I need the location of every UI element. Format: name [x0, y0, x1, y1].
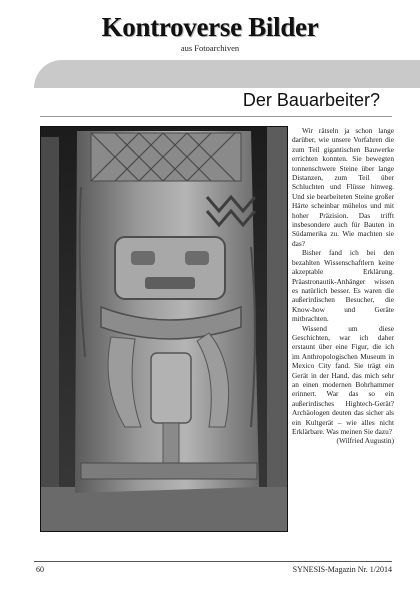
page-header — [0, 8, 420, 62]
article-title: Der Bauarbeiter? — [242, 90, 380, 110]
section-subtitle: aus Fotoarchiven — [180, 43, 240, 53]
article-paragraph: Bisher fand ich bei den bezahlten Wissenschaftlern keine akzeptable Erklärung. Präastronautik-Anhänger wissen es natürlich besser. Es waren die außerirdischen Besucher, die Know-how und Geräte mitbrachten. — [292, 248, 394, 324]
header-band — [34, 60, 420, 88]
footer-divider — [34, 561, 392, 562]
title-divider — [40, 116, 392, 117]
page-number: 60 — [36, 565, 44, 574]
article-paragraph: Wir rätseln ja schon lange darüber, wie unsere Vorfahren die zum Teil gigantischen Bauwerke errichten konnten. Sie bewegten tonnenschwere Steine über lange Distanzen, zum Teil über Schluchten und Flüsse hinweg. Und sie bearbeiteten Steine großer Härte scheinbar mühelos und mit hoher Präzision. Das trifft insbesondere auch für Bauten in Südamerika zu. Wie machten sie das? — [292, 126, 394, 248]
magazine-issue: SYNESIS-Magazin Nr. 1/2014 — [292, 565, 392, 574]
article-text — [292, 126, 394, 446]
section-title: Kontroverse Bilder — [101, 12, 319, 42]
article-paragraph: Wissend um diese Geschichten, war ich daher erstaunt über eine Figur, die ich im Anthropologischen Museum in Mexico City fand. Sie trägt ein Gerät in der Hand, das mich sehr an einen modernen Bohrhammer erinnert. War das so ein außerirdisches Hightech-Gerät? Archäologen deuten das sicher als ein Kultgerät – wie alles nicht Erklärbare. Was meinen Sie dazu? — [292, 323, 394, 436]
stone-statue-photo — [40, 126, 288, 532]
author-signature: (Wilfried Augustin) — [336, 436, 394, 446]
